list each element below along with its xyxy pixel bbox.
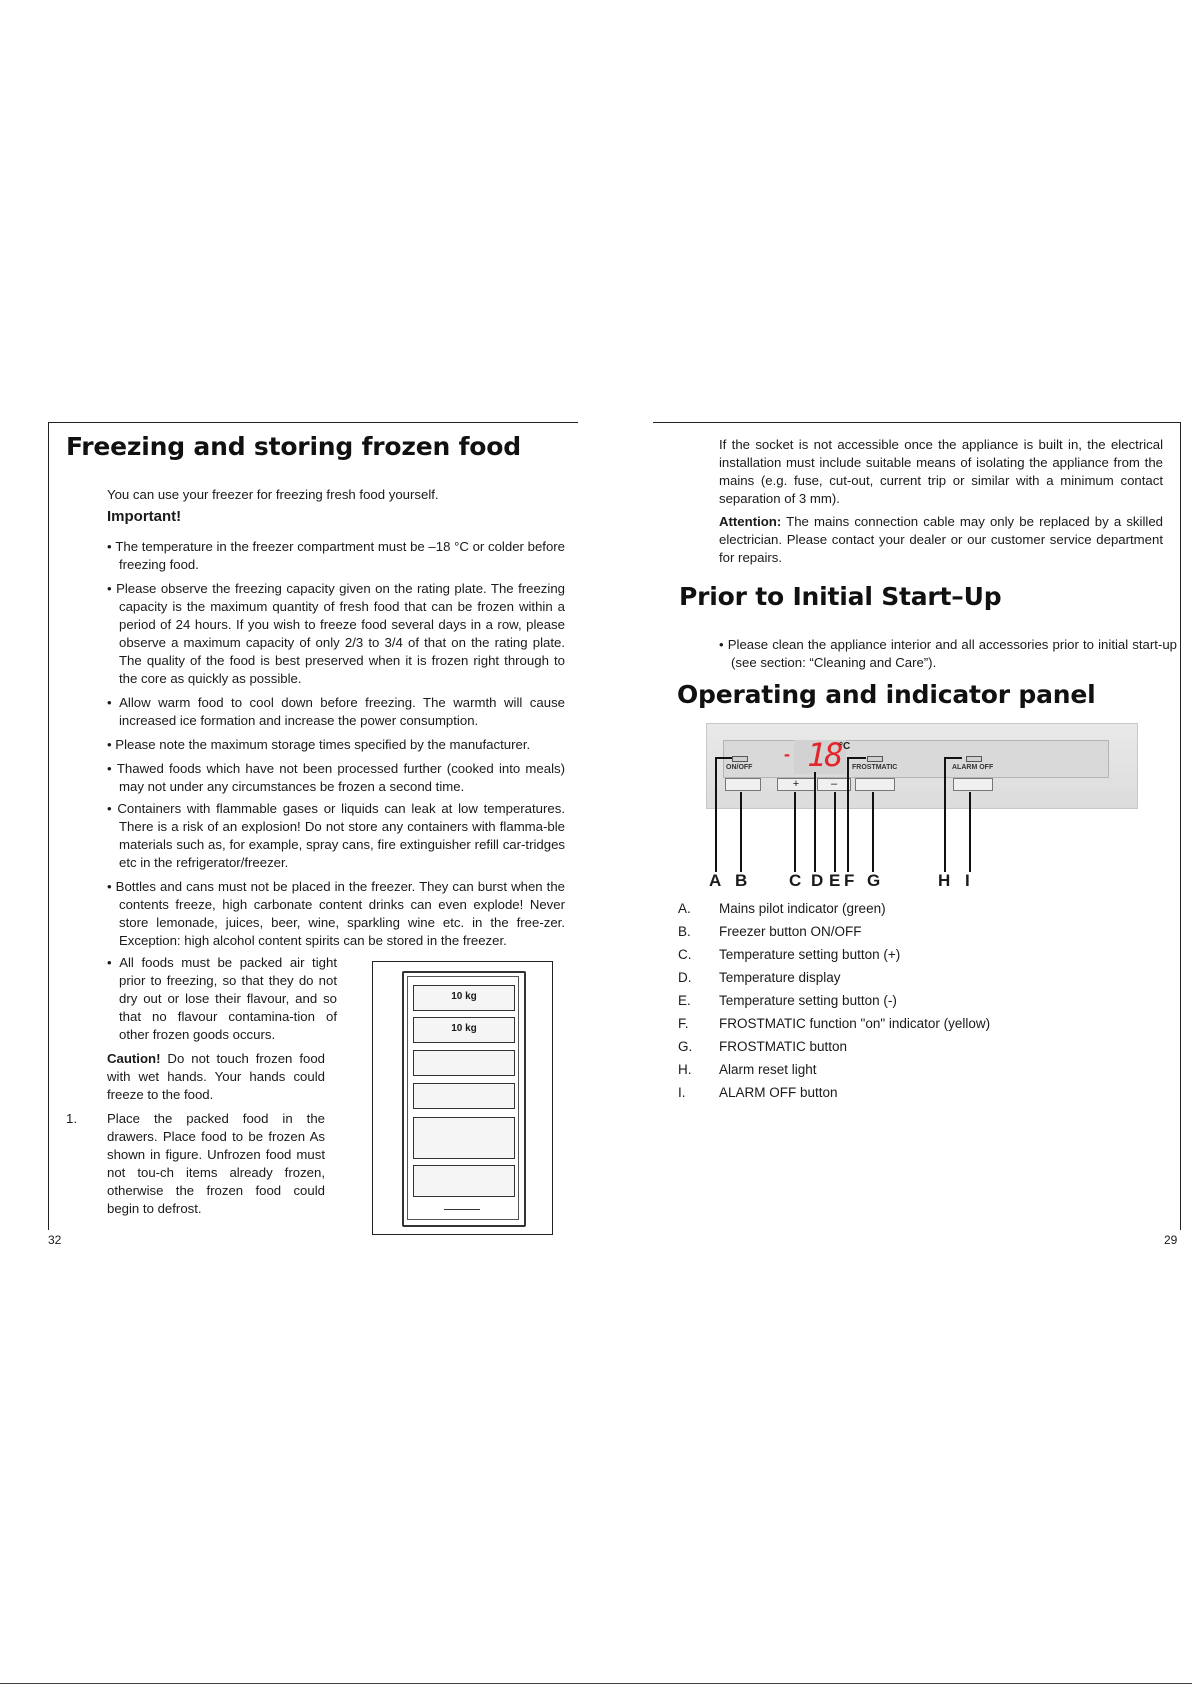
startup-bullet: • Please clean the appliance interior and all accessories prior to initial start-up (see section: “Cleaning and Care”).: [719, 636, 1177, 672]
bullet-packing: • All foods must be packed air tight prior to freezing, so that they do not dry out or lose their flavour, and so that no flavour contamina-tion of other frozen goods occurs.: [107, 954, 337, 1044]
drawer: [413, 1017, 515, 1043]
legend-key: C.: [678, 947, 692, 962]
drawer: [413, 1083, 515, 1109]
socket-paragraph: If the socket is not accessible once the appliance is built in, the electrical installation must include suitable means of isolating the appliance from the mains (e.g. fuse, cut-out, current trip or similar with a minimum contact separation of 3 mm).: [719, 437, 1163, 506]
panel-leader-lines: [700, 750, 1000, 875]
startup-title: Prior to Initial Start–Up: [679, 582, 1002, 611]
drawer-label: 10 kg: [451, 1023, 477, 1034]
legend-text: FROSTMATIC button: [719, 1039, 848, 1054]
caution-paragraph: [107, 1050, 325, 1104]
legend-key: F.: [678, 1016, 689, 1031]
panel-title: Operating and indicator panel: [677, 680, 1096, 709]
bottom-edge-rule: [0, 1683, 1192, 1684]
label-c: C: [789, 871, 802, 890]
step-text: Place the packed food in the drawers. Place food to be frozen As shown in figure. Unfrozen food must not tou-ch items already frozen, otherwise the frozen food could begin to defrost.: [107, 1111, 325, 1216]
frostmatic-label: FROSTMATIC: [852, 764, 898, 771]
right-page-number: 29: [1164, 1233, 1178, 1247]
bullet-storage-times: • Please note the maximum storage times specified by the manufacturer.: [107, 736, 565, 754]
right-side-rule: [1180, 422, 1181, 1230]
legend-key: G.: [678, 1039, 693, 1054]
drawer: [413, 1117, 515, 1159]
right-top-rule: [653, 422, 1180, 423]
caution-text: Do not touch frozen food with wet hands. Your hands could freeze to the food.: [107, 1051, 325, 1102]
bullet-warm-food: • Allow warm food to cool down before freezing. The warmth will cause increased ice formation and increase the power consumption.: [107, 694, 565, 730]
drawer: [413, 1165, 515, 1197]
label-a: A: [709, 871, 722, 890]
legend-text: Alarm reset light: [719, 1062, 817, 1077]
legend-row-b: [678, 923, 1108, 941]
legend-text: ALARM OFF button: [719, 1085, 838, 1100]
legend-text: Temperature setting button (+): [719, 947, 901, 962]
legend-text: Freezer button ON/OFF: [719, 924, 862, 939]
display-sign: -: [784, 744, 790, 764]
bullet-bottles: • Bottles and cans must not be placed in the freezer. They can burst when the contents freeze, high carbonate content drinks can even explode! Never store lemonade, juices, beer, wine, sparkling wine etc. in the free-zer. Exception: high alcohol content spirits can be stored in the freezer.: [107, 878, 565, 950]
freezer-base-handle: [444, 1209, 480, 1210]
label-h: H: [938, 871, 951, 890]
caution-label: Caution!: [107, 1051, 161, 1066]
legend-key: E.: [678, 993, 691, 1008]
temperature-display: 18: [807, 736, 842, 774]
label-d: D: [811, 871, 824, 890]
intro-text: You can use your freezer for freezing fresh food yourself.: [107, 487, 439, 502]
drawer: [413, 1050, 515, 1076]
legend-text: Temperature setting button (-): [719, 993, 897, 1008]
legend-text: Temperature display: [719, 970, 841, 985]
legend-row-d: [678, 969, 1108, 987]
step-number: 1.: [66, 1111, 77, 1126]
legend-row-a: [678, 900, 1108, 918]
legend-row-e: [678, 992, 1108, 1010]
label-g: G: [867, 871, 881, 890]
legend-key: H.: [678, 1062, 692, 1077]
label-e: E: [829, 871, 841, 890]
leader-f: [848, 758, 866, 872]
legend-key: A.: [678, 901, 691, 916]
freezer-drawers-figure: [372, 961, 553, 1235]
legend-row-i: [678, 1084, 1108, 1102]
legend-row-c: [678, 946, 1108, 964]
leader-h: [945, 758, 962, 872]
bullet-temperature: • The temperature in the freezer compartment must be –18 °C or colder before freezing food.: [107, 538, 565, 574]
alarm-off-label: ALARM OFF: [952, 764, 994, 771]
bullet-thawed: • Thawed foods which have not been processed further (cooked into meals) may not under any circumstances be frozen a second time.: [107, 760, 565, 796]
bullet-capacity: • Please observe the freezing capacity given on the rating plate. The freezing capacity is the maximum quantity of fresh food that can be frozen within a period of 24 hours. If you wish to freeze food several days in a row, please observe a maximum capacity of only 2/3 to 3/4 of that on the rating plate. The quality of the food is best preserved when it is frozen right through to the core as quickly as possible.: [107, 580, 565, 688]
legend-key: D.: [678, 970, 692, 985]
display-unit: °C: [839, 741, 851, 752]
drawer-label: 10 kg: [451, 991, 477, 1002]
legend-key: I.: [678, 1085, 686, 1100]
important-label: Important!: [107, 508, 182, 525]
legend-key: B.: [678, 924, 691, 939]
label-b: B: [735, 871, 748, 890]
left-page-title: Freezing and storing frozen food: [66, 432, 521, 461]
attention-text: The mains connection cable may only be replaced by a skilled electrician. Please contact your dealer or our customer service department for repairs.: [719, 514, 1163, 565]
label-f: F: [844, 871, 855, 890]
freezer-cabinet: [402, 971, 526, 1227]
drawer: [413, 985, 515, 1011]
left-top-rule: [48, 422, 578, 423]
bullet-flammable: • Containers with flammable gases or liquids can leak at low temperatures. There is a risk of an explosion! Do not store any containers with flamma-ble materials such as, for example, spray cans, fire extinguisher refill car-tridges etc in the refrigerator/freezer.: [107, 800, 565, 872]
minus-symbol: –: [830, 778, 838, 790]
label-i: I: [965, 871, 970, 890]
legend-row-h: [678, 1061, 1108, 1079]
onoff-label: ON/OFF: [726, 764, 753, 771]
left-side-rule: [48, 422, 49, 1230]
attention-paragraph: [719, 513, 1163, 567]
legend-text: Mains pilot indicator (green): [719, 901, 886, 916]
leader-a: [716, 758, 732, 872]
legend-text: FROSTMATIC function "on" indicator (yellow): [719, 1016, 991, 1031]
legend-row-f: [678, 1015, 1108, 1033]
attention-label: Attention:: [719, 514, 782, 529]
left-page-number: 32: [48, 1233, 62, 1247]
legend-row-g: [678, 1038, 1108, 1056]
plus-symbol: +: [792, 778, 800, 790]
